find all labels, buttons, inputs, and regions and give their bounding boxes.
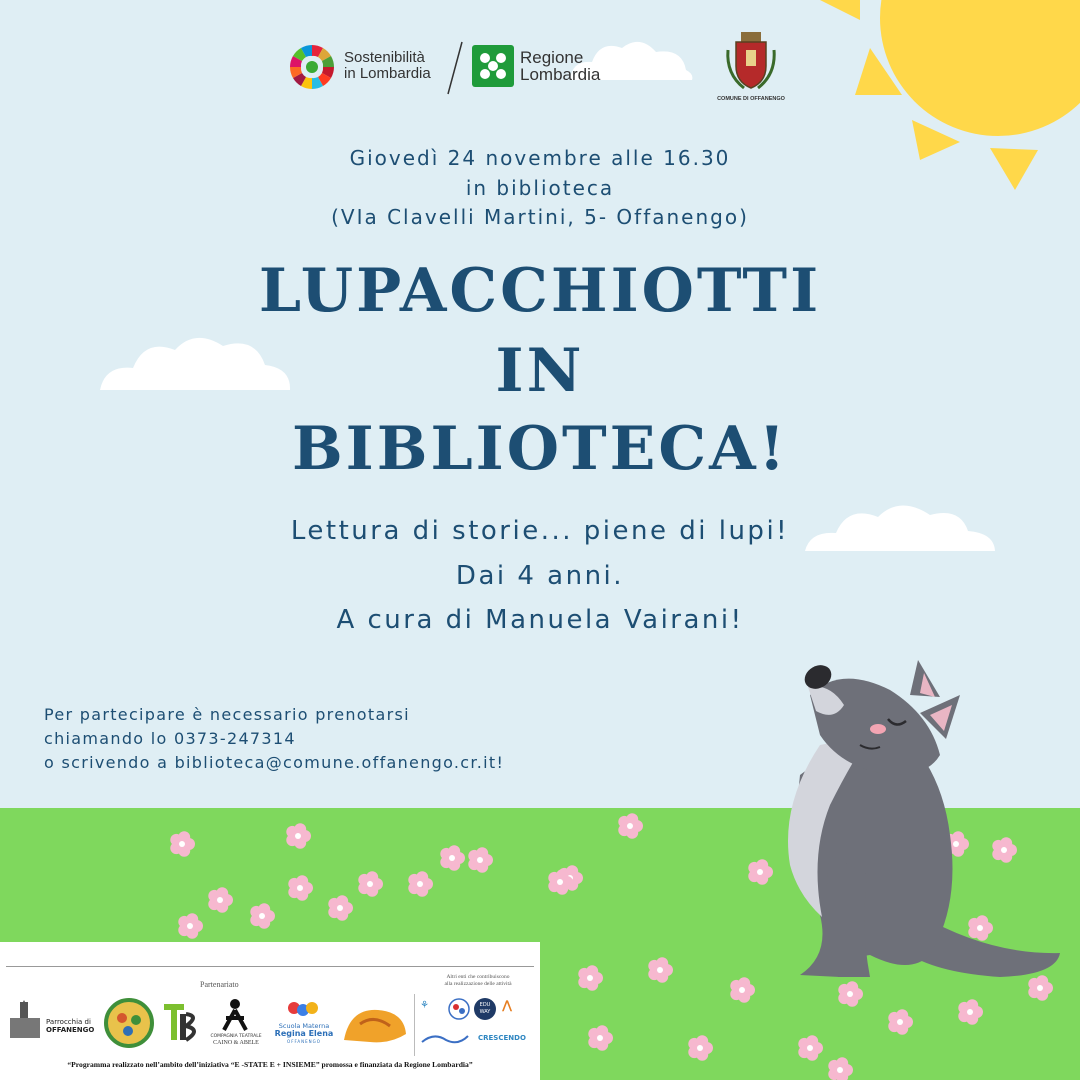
ace-logo: ⋀ <box>502 998 513 1012</box>
flower <box>250 903 275 928</box>
flower <box>286 823 311 848</box>
flower <box>408 871 433 896</box>
sustainability-text <box>344 50 431 82</box>
caino-abele-figure-icon <box>220 998 250 1032</box>
other-entities-line1: Altri enti che contribuiscono <box>446 974 510 980</box>
flower <box>958 999 983 1024</box>
lion-logo <box>340 1004 410 1046</box>
caino-small-label: COMPAGNIA TEATRALE <box>210 1034 262 1039</box>
church-icon <box>8 1000 42 1040</box>
comune-label: COMUNE DI OFFANENGO <box>717 96 785 102</box>
title-line-3: BIBLIOTECA! <box>291 414 789 484</box>
reg-line1: Regione <box>520 48 584 67</box>
regione-lombardia-logo <box>472 45 514 87</box>
subtitle-curator: A cura di Manuela Vairani! <box>336 605 744 635</box>
regione-text <box>520 49 600 83</box>
comune-coat-of-arms <box>724 30 778 92</box>
flower <box>578 965 603 990</box>
flower <box>288 875 313 900</box>
scuola-label <box>272 1022 336 1046</box>
event-date: Giovedì 24 novembre alle 16.30 <box>349 146 731 170</box>
partnership-footer <box>0 942 540 1080</box>
flower <box>828 1057 853 1080</box>
caino-abele-label: CAINO & ABELE <box>213 1040 259 1046</box>
scuola-line2: Regina Elena <box>274 1029 334 1038</box>
sust-line1: Sostenibilità <box>344 49 425 66</box>
flower <box>688 1035 713 1060</box>
flower <box>468 847 493 872</box>
scuola-line3: OFFANENGO <box>287 1039 321 1044</box>
subtitle-stories: Lettura di storie... piene di lupi! <box>290 516 790 546</box>
flower <box>328 895 353 920</box>
flower <box>170 831 195 856</box>
sun <box>820 0 1080 200</box>
booking-line-1: Per partecipare è necessario prenotarsi <box>44 705 410 724</box>
flower <box>730 977 755 1002</box>
title-line-2: IN <box>495 336 585 406</box>
scuola-line1: Scuola Materna <box>278 1022 330 1030</box>
wolf-illustration <box>760 655 1080 995</box>
other-entities-label <box>420 974 536 988</box>
programme-note: “Programma realizzato nell’ambito dell’iniziativa “E -STATE E + INSIEME” promossa e finanziata da Regione Lombardia” <box>67 1060 473 1069</box>
flower <box>440 845 465 870</box>
sustainability-wheel-logo <box>288 43 336 91</box>
parrocchia-label <box>46 1018 94 1034</box>
red-blue-logo <box>448 998 470 1020</box>
kse-logo: ⚘ <box>420 1000 429 1011</box>
flower <box>648 957 673 982</box>
footer-divider <box>6 966 534 967</box>
wolf-leg <box>826 855 870 977</box>
footer-vertical-divider <box>414 994 415 1056</box>
flower <box>798 1035 823 1060</box>
subtitle-age: Dai 4 anni. <box>455 561 625 591</box>
flower <box>888 1009 913 1034</box>
event-place: in biblioteca <box>465 176 615 200</box>
booking-email: o scrivendo a biblioteca@comune.offanengo.cr.it! <box>44 753 505 772</box>
flower <box>208 887 233 912</box>
flower <box>618 813 643 838</box>
sust-line2: in Lombardia <box>344 65 431 82</box>
eduway-logo: EDU WAY <box>474 998 496 1020</box>
reg-line2: Lombardia <box>520 65 601 84</box>
title-line-1: LUPACCHIOTTI <box>258 256 822 326</box>
partnership-label: Partenariato <box>200 980 239 989</box>
flower <box>178 913 203 938</box>
flower <box>358 871 383 896</box>
scuola-children-icon <box>286 1000 320 1022</box>
event-address: (VIa Clavelli Martini, 5- Offanengo) <box>331 205 749 229</box>
separator-slash <box>446 40 464 96</box>
wolf-cheek <box>870 724 886 734</box>
crescendo-logo: CRESCENDO <box>478 1034 526 1042</box>
tpb-logo <box>162 1000 206 1044</box>
mappa-logo <box>420 1030 470 1046</box>
booking-phone: chiamando lo 0373-247314 <box>44 729 296 748</box>
flower <box>588 1025 613 1050</box>
other-entities-line2: alla realizzazione delle attività <box>444 981 512 987</box>
parrocchia-line1: Parrocchia di <box>46 1018 91 1026</box>
oratorio-logo <box>104 998 154 1048</box>
parrocchia-line2: OFFANENGO <box>46 1026 95 1034</box>
